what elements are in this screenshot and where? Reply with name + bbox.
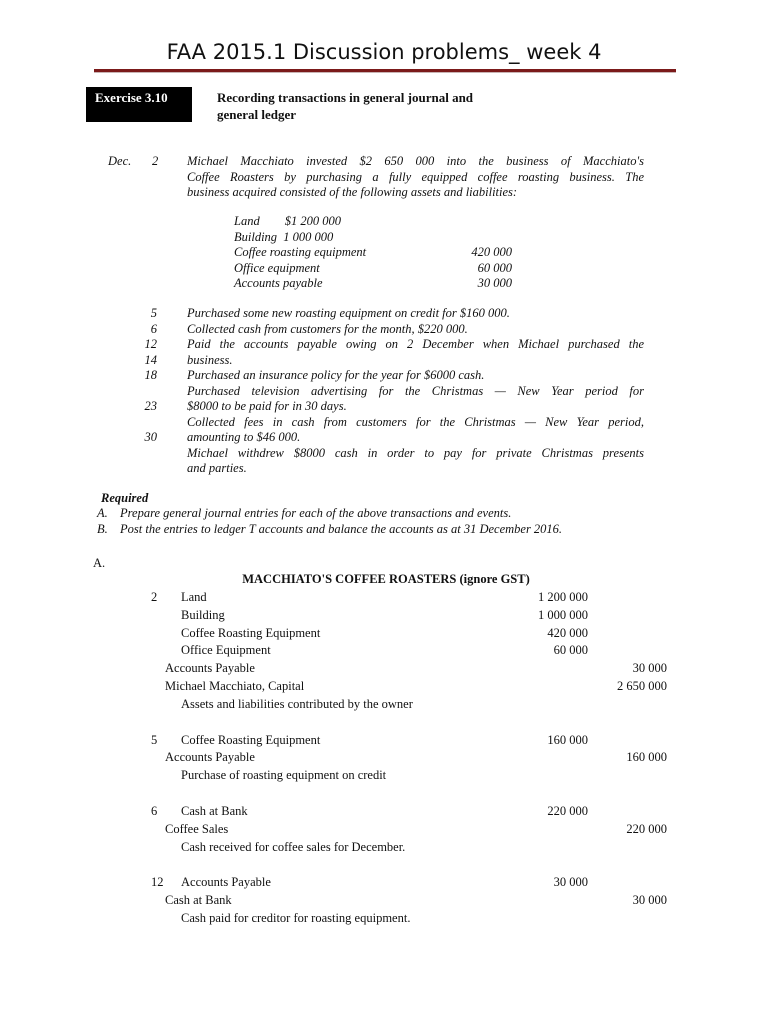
asset-row: [234, 245, 512, 261]
day-18: 18: [144, 368, 157, 382]
page-title: FAA 2015.1 Discussion problems_ week 4: [166, 40, 602, 64]
exercise-label: Exercise 3.10: [86, 87, 192, 122]
credit-account: Michael Macchiato, Capital: [165, 679, 305, 693]
transaction-line: $8000 to be paid for in 30 days.: [187, 399, 347, 413]
credit-account: Accounts Payable: [165, 750, 255, 764]
asset-row: [234, 214, 512, 230]
day-12: 12: [144, 337, 157, 351]
answer-label: A.: [93, 556, 106, 570]
debit-account: Land: [181, 590, 207, 604]
asset-row: [234, 230, 512, 246]
credit-account: Cash at Bank: [165, 893, 232, 907]
dec2-line-2: Coffee Roasters by purchasing a fully equipped coffee roasting business. The: [187, 169, 644, 184]
debit-account: Coffee Roasting Equipment: [181, 733, 321, 747]
day-23: 23: [144, 399, 157, 413]
journal-title: MACCHIATO'S COFFEE ROASTERS (ignore GST): [242, 572, 530, 586]
dec2-line-1: Michael Macchiato invested $2 650 000 into the business of Macchiato's: [187, 154, 644, 168]
entry-date: 2: [151, 590, 158, 604]
narration: Purchase of roasting equipment on credit: [181, 768, 387, 782]
transaction-line: Michael withdrew $8000 cash in order to pay for private Christmas presents: [187, 445, 644, 460]
day-6: 6: [150, 322, 157, 336]
asset-name: Land $1 200 000: [234, 214, 341, 228]
narration: Cash received for coffee sales for December.: [181, 840, 406, 854]
exercise-heading-line-2: general ledger: [217, 107, 297, 122]
asset-name: Building 1 000 000: [234, 229, 334, 244]
required-a-label: A.: [97, 506, 108, 520]
required-b-label: B.: [97, 522, 108, 536]
asset-amount: 60 000: [477, 260, 512, 275]
narration: Assets and liabilities contributed by the owner: [181, 697, 413, 711]
asset-row: [234, 261, 512, 277]
credit-amount: 30 000: [632, 661, 667, 675]
asset-list: [234, 214, 512, 292]
credit-account: Accounts Payable: [165, 661, 255, 675]
transaction-line: Purchased an insurance policy for the year for $6000 cash.: [187, 368, 485, 382]
debit-amount: 420 000: [547, 626, 588, 640]
debit-amount: 220 000: [547, 804, 588, 818]
day-5: 5: [150, 306, 157, 320]
debit-account: Cash at Bank: [181, 804, 248, 818]
title-underline-shadow: [94, 72, 676, 73]
day-2: 2: [152, 154, 159, 168]
transaction-line: Purchased television advertising for the Christmas — New Year period for: [187, 383, 644, 398]
asset-name: Office equipment: [234, 260, 320, 275]
credit-amount: 160 000: [626, 750, 667, 764]
entry-date: 12: [151, 875, 164, 889]
credit-account: Coffee Sales: [165, 822, 229, 836]
transaction-line: Collected cash from customers for the month, $220 000.: [187, 321, 468, 336]
transaction-line: amounting to $46 000.: [187, 430, 301, 444]
required-a-text: Prepare general journal entries for each of the above transactions and events.: [120, 506, 512, 520]
debit-amount: 160 000: [547, 733, 588, 747]
debit-account: Office Equipment: [181, 643, 271, 657]
month-label: Dec.: [108, 154, 132, 168]
transaction-line: Purchased some new roasting equipment on credit for $160 000.: [187, 306, 510, 320]
credit-amount: 2 650 000: [617, 679, 667, 693]
narration: Cash paid for creditor for roasting equipment.: [181, 911, 411, 925]
credit-amount: 220 000: [626, 822, 667, 836]
transaction-line: and parties.: [187, 461, 247, 475]
asset-name: Coffee roasting equipment: [234, 245, 367, 259]
debit-amount: 60 000: [553, 643, 588, 657]
credit-amount: 30 000: [632, 893, 667, 907]
day-14: 14: [144, 353, 157, 367]
day-30: 30: [144, 430, 157, 444]
dec2-line-3: business acquired consisted of the following assets and liabilities:: [187, 185, 518, 199]
entry-date: 6: [151, 804, 158, 818]
asset-row: [234, 276, 512, 292]
exercise-heading-line-1: Recording transactions in general journal and: [217, 90, 474, 105]
exercise-heading: [217, 89, 547, 123]
debit-account: Accounts Payable: [181, 875, 271, 889]
entry-date: 5: [151, 733, 158, 747]
transaction-list: [187, 306, 644, 477]
required-heading: Required: [101, 491, 149, 505]
dec2-description: [187, 154, 644, 201]
asset-amount: 30 000: [477, 276, 512, 290]
debit-amount: 30 000: [553, 875, 588, 889]
asset-name: Accounts payable: [234, 276, 323, 290]
transaction-line: business.: [187, 352, 233, 367]
debit-account: Building: [181, 608, 225, 622]
transaction-line: Paid the accounts payable owing on 2 December when Michael purchased the: [187, 337, 644, 351]
asset-amount: 420 000: [471, 245, 512, 259]
transaction-line: Collected fees in cash from customers for the Christmas — New Year period,: [187, 414, 644, 429]
debit-account: Coffee Roasting Equipment: [181, 626, 321, 640]
required-b-text: Post the entries to ledger T accounts and balance the accounts as at 31 December 2016.: [120, 522, 563, 536]
debit-amount: 1 200 000: [538, 590, 588, 604]
debit-amount: 1 000 000: [538, 608, 588, 622]
